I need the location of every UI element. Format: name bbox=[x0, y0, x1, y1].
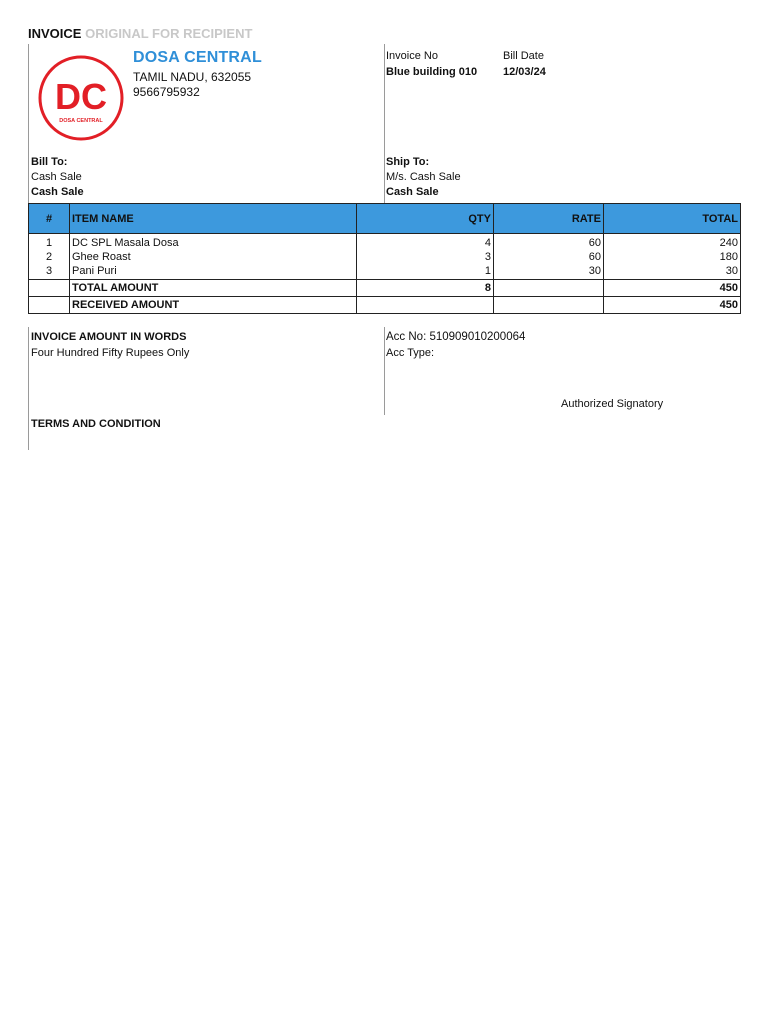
received-qty-blank bbox=[357, 297, 494, 314]
row-qty: 1 bbox=[357, 264, 494, 280]
col-header-rate: RATE bbox=[494, 204, 604, 234]
amount-in-words-value: Four Hundred Fifty Rupees Only bbox=[31, 347, 190, 359]
received-amount-label: RECEIVED AMOUNT bbox=[70, 297, 357, 314]
row-rate: 60 bbox=[494, 234, 604, 251]
logo-wordmark: DOSA CENTRAL bbox=[59, 118, 103, 124]
ship-to-line2: Cash Sale bbox=[386, 186, 439, 198]
total-qty: 8 bbox=[357, 280, 494, 297]
received-amount-row bbox=[29, 297, 741, 314]
ship-to-line1: M/s. Cash Sale bbox=[386, 171, 461, 183]
header-left-border bbox=[28, 44, 29, 204]
col-header-item: ITEM NAME bbox=[70, 204, 357, 234]
footer-left-border bbox=[28, 327, 29, 450]
row-num: 2 bbox=[29, 250, 70, 264]
amount-in-words-label: INVOICE AMOUNT IN WORDS bbox=[31, 331, 187, 343]
received-amount-value: 450 bbox=[604, 297, 741, 314]
bill-to-line1: Cash Sale bbox=[31, 171, 82, 183]
company-phone: 9566795932 bbox=[133, 85, 200, 99]
authorized-signatory: Authorized Signatory bbox=[561, 398, 664, 410]
company-address: TAMIL NADU, 632055 bbox=[133, 70, 252, 84]
total-amount-row bbox=[29, 280, 741, 297]
ship-to-label: Ship To: bbox=[386, 156, 430, 168]
account-number: Acc No: 510909010200064 bbox=[386, 331, 526, 343]
logo-initials: DC bbox=[55, 76, 107, 117]
table-row bbox=[29, 234, 741, 251]
received-row-blank bbox=[29, 297, 70, 314]
account-type: Acc Type: bbox=[386, 347, 435, 359]
bill-to-label: Bill To: bbox=[31, 156, 68, 168]
items-table bbox=[28, 203, 741, 314]
row-item: DC SPL Masala Dosa bbox=[70, 234, 357, 251]
row-total: 240 bbox=[604, 234, 741, 251]
received-rate-blank bbox=[494, 297, 604, 314]
row-qty: 3 bbox=[357, 250, 494, 264]
row-total: 180 bbox=[604, 250, 741, 264]
row-num: 3 bbox=[29, 264, 70, 280]
col-header-num: # bbox=[29, 204, 70, 234]
total-row-blank bbox=[29, 280, 70, 297]
table-header-row bbox=[29, 204, 741, 234]
document-title bbox=[28, 26, 252, 41]
bill-date-label: Bill Date bbox=[503, 50, 544, 62]
company-name: DOSA CENTRAL bbox=[133, 49, 262, 66]
footer-divider bbox=[384, 327, 385, 415]
row-item: Pani Puri bbox=[70, 264, 357, 280]
row-qty: 4 bbox=[357, 234, 494, 251]
table-row bbox=[29, 264, 741, 280]
invoice-no-value: Blue building 010 bbox=[386, 66, 478, 78]
total-amount-label: TOTAL AMOUNT bbox=[70, 280, 357, 297]
invoice-title: INVOICE bbox=[28, 26, 82, 41]
col-header-total: TOTAL bbox=[604, 204, 741, 234]
row-total: 30 bbox=[604, 264, 741, 280]
company-logo bbox=[38, 55, 124, 141]
terms-heading: TERMS AND CONDITION bbox=[31, 418, 161, 430]
header-divider bbox=[384, 44, 385, 204]
invoice-no-label: Invoice No bbox=[386, 50, 438, 62]
total-amount-value: 450 bbox=[604, 280, 741, 297]
bill-date-value: 12/03/24 bbox=[503, 66, 546, 78]
row-item: Ghee Roast bbox=[70, 250, 357, 264]
invoice-copy-label: ORIGINAL FOR RECIPIENT bbox=[85, 26, 253, 41]
bill-to-line2: Cash Sale bbox=[31, 186, 84, 198]
row-rate: 30 bbox=[494, 264, 604, 280]
table-row bbox=[29, 250, 741, 264]
total-rate-blank bbox=[494, 280, 604, 297]
row-rate: 60 bbox=[494, 250, 604, 264]
row-num: 1 bbox=[29, 234, 70, 251]
col-header-qty: QTY bbox=[357, 204, 494, 234]
